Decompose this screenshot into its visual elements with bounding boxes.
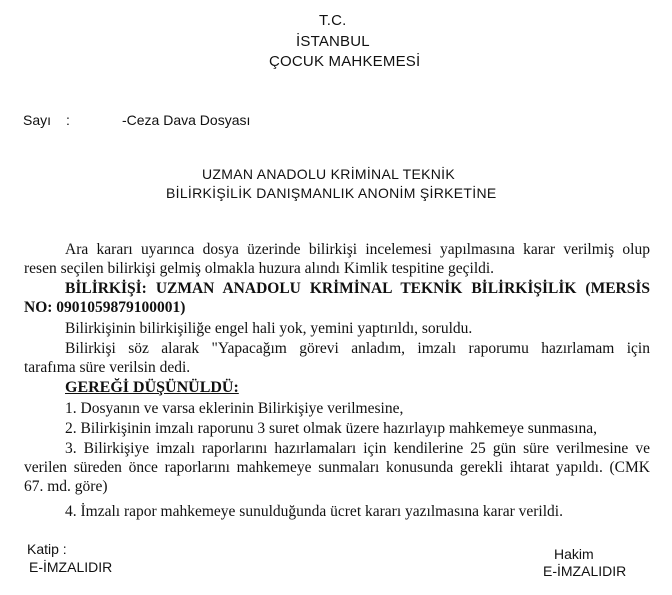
clerk-label: Katip : bbox=[27, 541, 67, 557]
decision-item-3-line-3: 67. md. göre) bbox=[24, 478, 108, 495]
reference-label: Sayı bbox=[23, 112, 52, 128]
addressee-line2: BİLİRKİŞİLİK DANIŞMANLIK ANONİM ŞİRKETİNE bbox=[166, 185, 497, 201]
paragraph-3-line-1: Bilirkişi söz alarak "Yapacağım görevi anladım, imzalı raporumu hazırlamam için bbox=[65, 340, 650, 357]
addressee-line1: UZMAN ANADOLU KRİMİNAL TEKNİK bbox=[202, 166, 455, 182]
clerk-esignature-status: E-İMZALIDIR bbox=[29, 559, 113, 575]
decision-item-1: 1. Dosyanın ve varsa eklerinin Bilirkişiye verilmesine, bbox=[65, 400, 404, 417]
decision-item-2: 2. Bilirkişinin imzalı raporunu 3 suret olmak üzere hazırlayıp mahkemeye sunmasına, bbox=[65, 420, 598, 437]
expert-line-2: NO: 0901059879100001) bbox=[24, 299, 186, 316]
header-city: İSTANBUL bbox=[296, 33, 370, 50]
reference-separator: : bbox=[66, 112, 70, 128]
decision-heading: GEREĞİ DÜŞÜNÜLDÜ: bbox=[65, 379, 239, 396]
paragraph-3-line-2: tarafıma süre verilsin dedi. bbox=[24, 359, 191, 376]
paragraph-1-line-1: Ara kararı uyarınca dosya üzerinde bilirkişi incelemesi yapılmasına karar verilmiş olup bbox=[65, 241, 650, 258]
paragraph-1-line-2: resen seçilen bilirkişi gelmiş olmakla huzura alındı Kimlik tespitine geçildi. bbox=[24, 260, 495, 277]
header-court: ÇOCUK MAHKEMESİ bbox=[269, 53, 421, 70]
decision-item-3-line-2: verilen süreden önce raporlarını mahkemeye sunmaları konusunda gerekli ihtarat yapıldı. (CMK bbox=[24, 459, 650, 476]
reference-value: -Ceza Dava Dosyası bbox=[122, 112, 251, 128]
decision-item-3-line-1: 3. Bilirkişiye imzalı raporlarını hazırlamaları için kendilerine 25 gün süre verilmesine ve bbox=[65, 440, 650, 457]
expert-line-1: BİLİRKİŞİ: UZMAN ANADOLU KRİMİNAL TEKNİK BİLİRKİŞİLİK (MERSİS bbox=[65, 280, 650, 297]
decision-item-4: 4. İmzalı rapor mahkemeye sunulduğunda ücret kararı yazılmasına karar verildi. bbox=[65, 503, 563, 520]
judge-label: Hakim bbox=[554, 546, 594, 562]
header-tc: T.C. bbox=[319, 12, 347, 29]
paragraph-2: Bilirkişinin bilirkişiliğe engel hali yok, yemini yaptırıldı, soruldu. bbox=[65, 320, 473, 337]
judge-esignature-status: E-İMZALIDIR bbox=[543, 563, 627, 579]
